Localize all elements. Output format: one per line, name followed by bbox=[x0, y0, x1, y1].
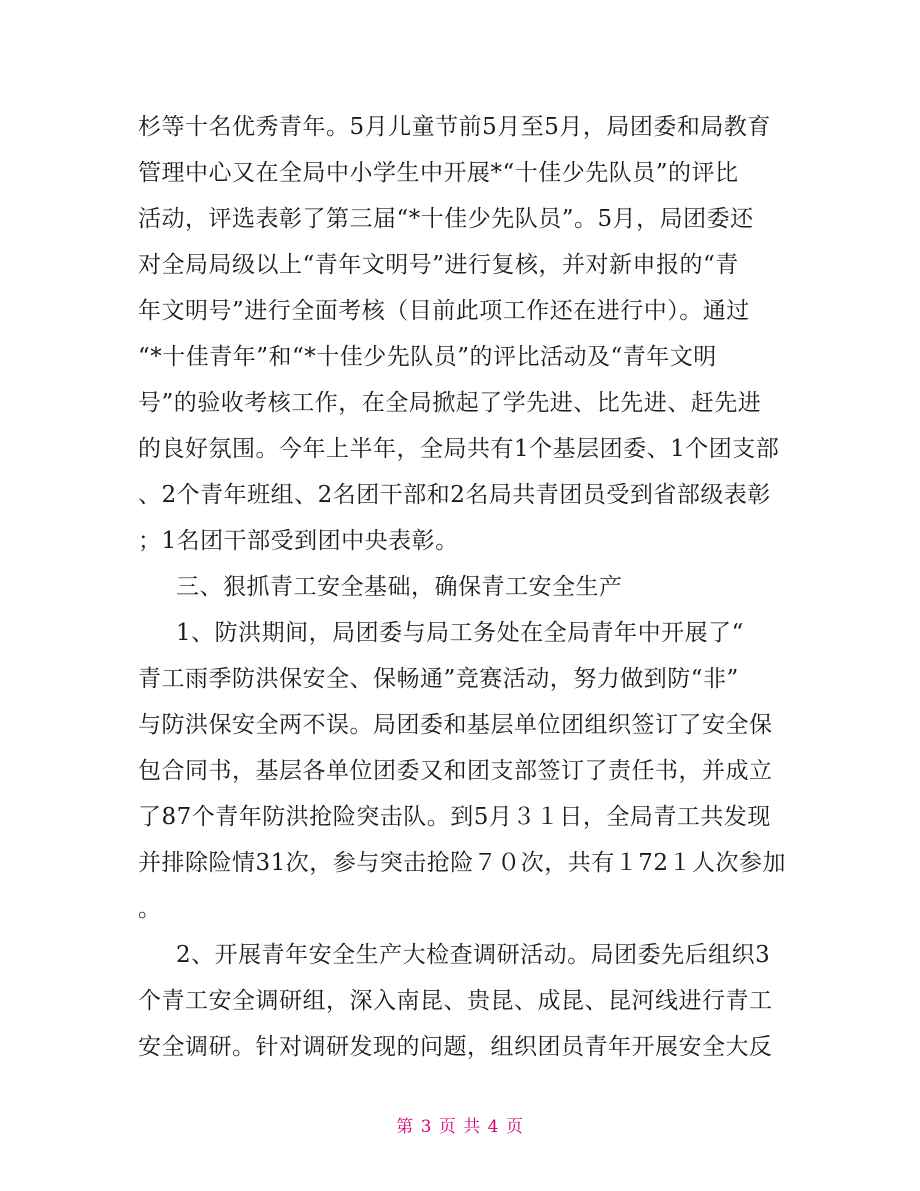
text-line: 与防洪保安全两不误。局团委和基层单位团组织签订了安全保 bbox=[138, 712, 773, 738]
section-heading: 三、狠抓青工安全基础，确保青工安全生产 bbox=[176, 574, 623, 600]
page-number-footer: 第 3 页 共 4 页 bbox=[396, 1117, 524, 1137]
text-line: 号”的验收考核工作，在全局掀起了学先进、比先进、赶先进 bbox=[138, 390, 762, 416]
text-line: 2、开展青年安全生产大检查调研活动。局团委先后组织3 bbox=[176, 942, 771, 968]
text-line: 安全调研。针对调研发现的问题，组织团员青年开展安全大反 bbox=[138, 1034, 773, 1060]
text-line: 管理中心又在全局中小学生中开展*“十佳少先队员”的评比 bbox=[138, 160, 739, 186]
text-line: 、2个青年班组、2名团干部和2名局共青团员受到省部级表彰 bbox=[138, 482, 771, 508]
text-line: “*十佳青年”和“*十佳少先队员”的评比活动及“青年文明 bbox=[138, 344, 717, 370]
text-line: 。 bbox=[138, 896, 162, 922]
text-line: ；1名团干部受到团中央表彰。 bbox=[138, 528, 459, 554]
text-line: 了87个青年防洪抢险突击队。到5月３１日，全局青工共发现 bbox=[138, 804, 771, 830]
text-line: 包合同书，基层各单位团委又和团支部签订了责任书，并成立 bbox=[138, 758, 773, 784]
text-line: 对全局局级以上“青年文明号”进行复核，并对新申报的“青 bbox=[138, 252, 739, 278]
text-line: 活动，评选表彰了第三届“*十佳少先队员”。5月，局团委还 bbox=[138, 206, 754, 232]
text-line: 的良好氛围。今年上半年，全局共有1个基层团委、1个团支部 bbox=[138, 436, 780, 462]
text-line: 并排除险情31次，参与突击抢险７０次，共有１72１人次参加 bbox=[138, 850, 787, 876]
text-line: 杉等十名优秀青年。5月儿童节前5月至5月，局团委和局教育 bbox=[138, 114, 771, 140]
text-line: 青工雨季防洪保安全、保畅通”竞赛活动，努力做到防“非” bbox=[138, 666, 739, 692]
document-body bbox=[138, 104, 788, 1070]
text-line: 1、防洪期间，局团委与局工务处在全局青年中开展了“ bbox=[176, 620, 744, 646]
text-line: 个青工安全调研组，深入南昆、贵昆、成昆、昆河线进行青工 bbox=[138, 988, 773, 1014]
text-line: 年文明号”进行全面考核（目前此项工作还在进行中）。通过 bbox=[138, 298, 750, 324]
